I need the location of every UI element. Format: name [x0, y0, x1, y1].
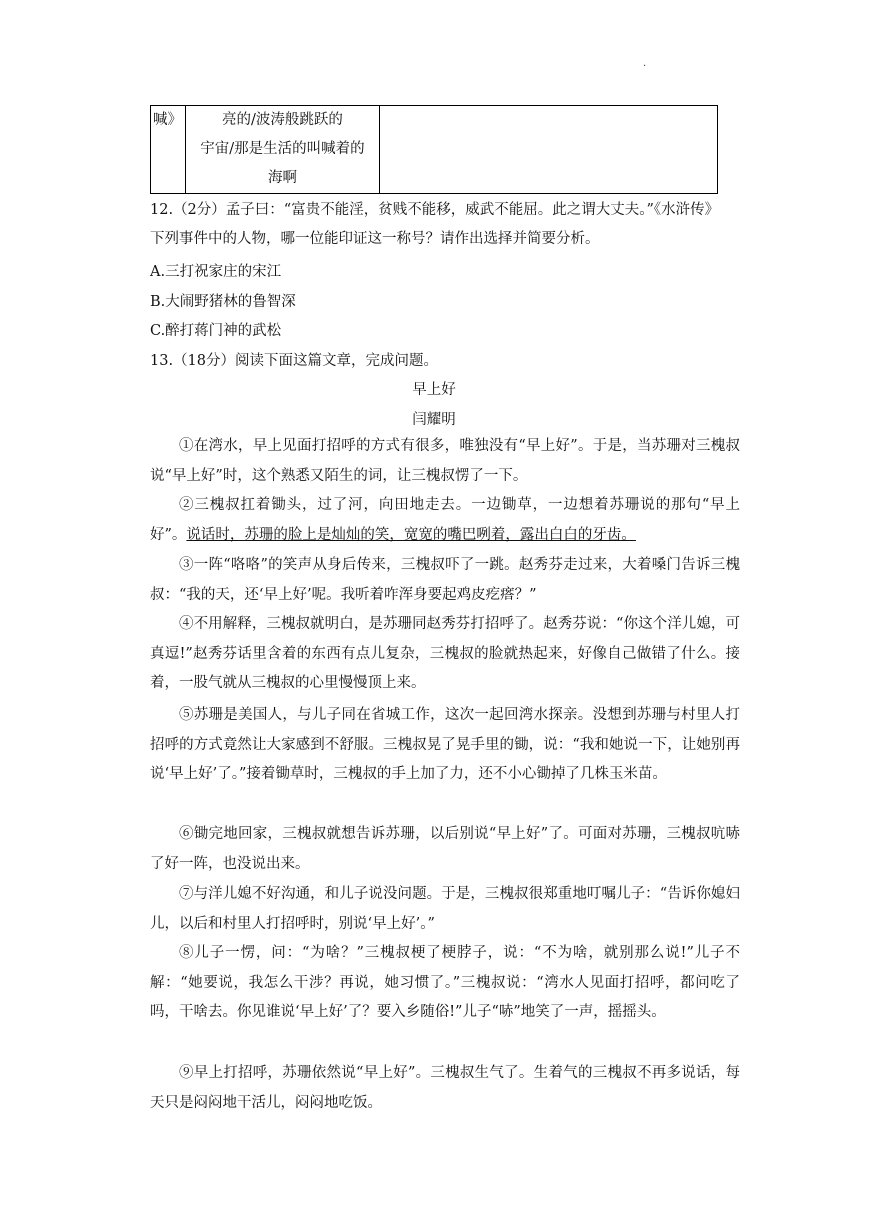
- question-13: 13.（18分）阅读下面这篇文章，完成问题。: [150, 353, 439, 369]
- article-author: 闫耀明: [412, 412, 456, 428]
- poem-line: 宇宙/那是生活的叫喊着的: [200, 141, 365, 157]
- question-12-line1: 12.（2分）孟子曰：“富贵不能淫，贫贱不能移，威武不能屈。此之谓大丈夫。”《水浒传》: [150, 202, 720, 218]
- article-title: 早上好: [412, 382, 456, 398]
- page-mark: .: [643, 58, 647, 69]
- paragraph-3: ③一阵“咯咯”的笑声从身后传来，三槐叔吓了一跳。赵秀芬走过来，大着嗓门告诉三槐叔：“我的天，还‘早上好’呢。我听着咋浑身要起鸡皮疙瘩？”: [150, 557, 740, 603]
- option-b: B.大闹野猪林的鲁智深: [150, 294, 296, 310]
- poem-line: 亮的/波涛般跳跃的: [222, 112, 343, 128]
- question-12-line2: 下列事件中的人物，哪一位能印证这一称号？请作出选择并简要分析。: [150, 231, 600, 247]
- paragraph-4: ④不用解释，三槐叔就明白，是苏珊同赵秀芬打招呼了。赵秀芬说：“你这个洋儿媳，可真逗!”赵秀芬话里含着的东西有点儿复杂，三槐叔的脸就热起来，好像自己做错了什么。接着，一股气就从三槐叔的心里慢慢顶上来。: [150, 616, 740, 691]
- paragraph-2-text: ②三槐叔扛着锄头，过了河，向田地走去。一边锄草，一边想着苏珊说的那句“早上好”。: [150, 497, 740, 543]
- option-c: C.醉打蒋门神的武松: [150, 323, 282, 339]
- paragraph-5: ⑤苏珊是美国人，与儿子同在省城工作，这次一起回湾水探亲。没想到苏珊与村里人打招呼的方式竟然让大家感到不舒服。三槐叔晃了晃手里的锄，说：“我和她说一下，让她别再说‘早上好’了。”接着锄草时，三槐叔的手上加了力，还不小心锄掉了几株玉米苗。: [150, 707, 740, 782]
- paragraph-8: ⑧儿子一愣，问：“为啥？”三槐叔梗了梗脖子，说：“不为啥，就别那么说!”儿子不解：“她要说，我怎么干涉？再说，她习惯了。”三槐叔说：“湾水人见面打招呼，都问吃了吗，干啥去。你见谁说‘早上好’了？要入乡随俗!”儿子“哧”地笑了一声，摇摇头。: [150, 945, 740, 1020]
- table-cell-blank: [380, 106, 718, 194]
- table-cell-poem: [186, 106, 380, 194]
- table-cell-title: 喊》: [151, 106, 186, 194]
- paragraph-2: [150, 491, 740, 550]
- paragraph-1: ①在湾水，早上见面打招呼的方式有很多，唯独没有“早上好”。于是，当苏珊对三槐叔说“早上好”时，这个熟悉又陌生的词，让三槐叔愣了一下。: [150, 438, 740, 484]
- underlined-sentence: 说话时，苏珊的脸上是灿灿的笑，宽宽的嘴巴咧着，露出白白的牙齿。: [186, 526, 636, 543]
- poem-line: 海啊: [268, 170, 297, 186]
- paragraph-6: ⑥锄完地回家，三槐叔就想告诉苏珊，以后别说“早上好”了。可面对苏珊，三槐叔吭哧了好一阵，也没说出来。: [150, 826, 740, 872]
- continuation-table: [150, 105, 718, 194]
- paragraph-7: ⑦与洋儿媳不好沟通，和儿子说没问题。于是，三槐叔很郑重地叮嘱儿子：“告诉你媳妇儿，以后和村里人打招呼时，别说‘早上好’。”: [150, 886, 740, 932]
- paragraph-9: ⑨早上打招呼，苏珊依然说“早上好”。三槐叔生气了。生着气的三槐叔不再多说话，每天只是闷闷地干活儿，闷闷地吃饭。: [150, 1065, 740, 1111]
- question-12: [150, 200, 719, 249]
- option-a: A.三打祝家庄的宋江: [150, 264, 282, 280]
